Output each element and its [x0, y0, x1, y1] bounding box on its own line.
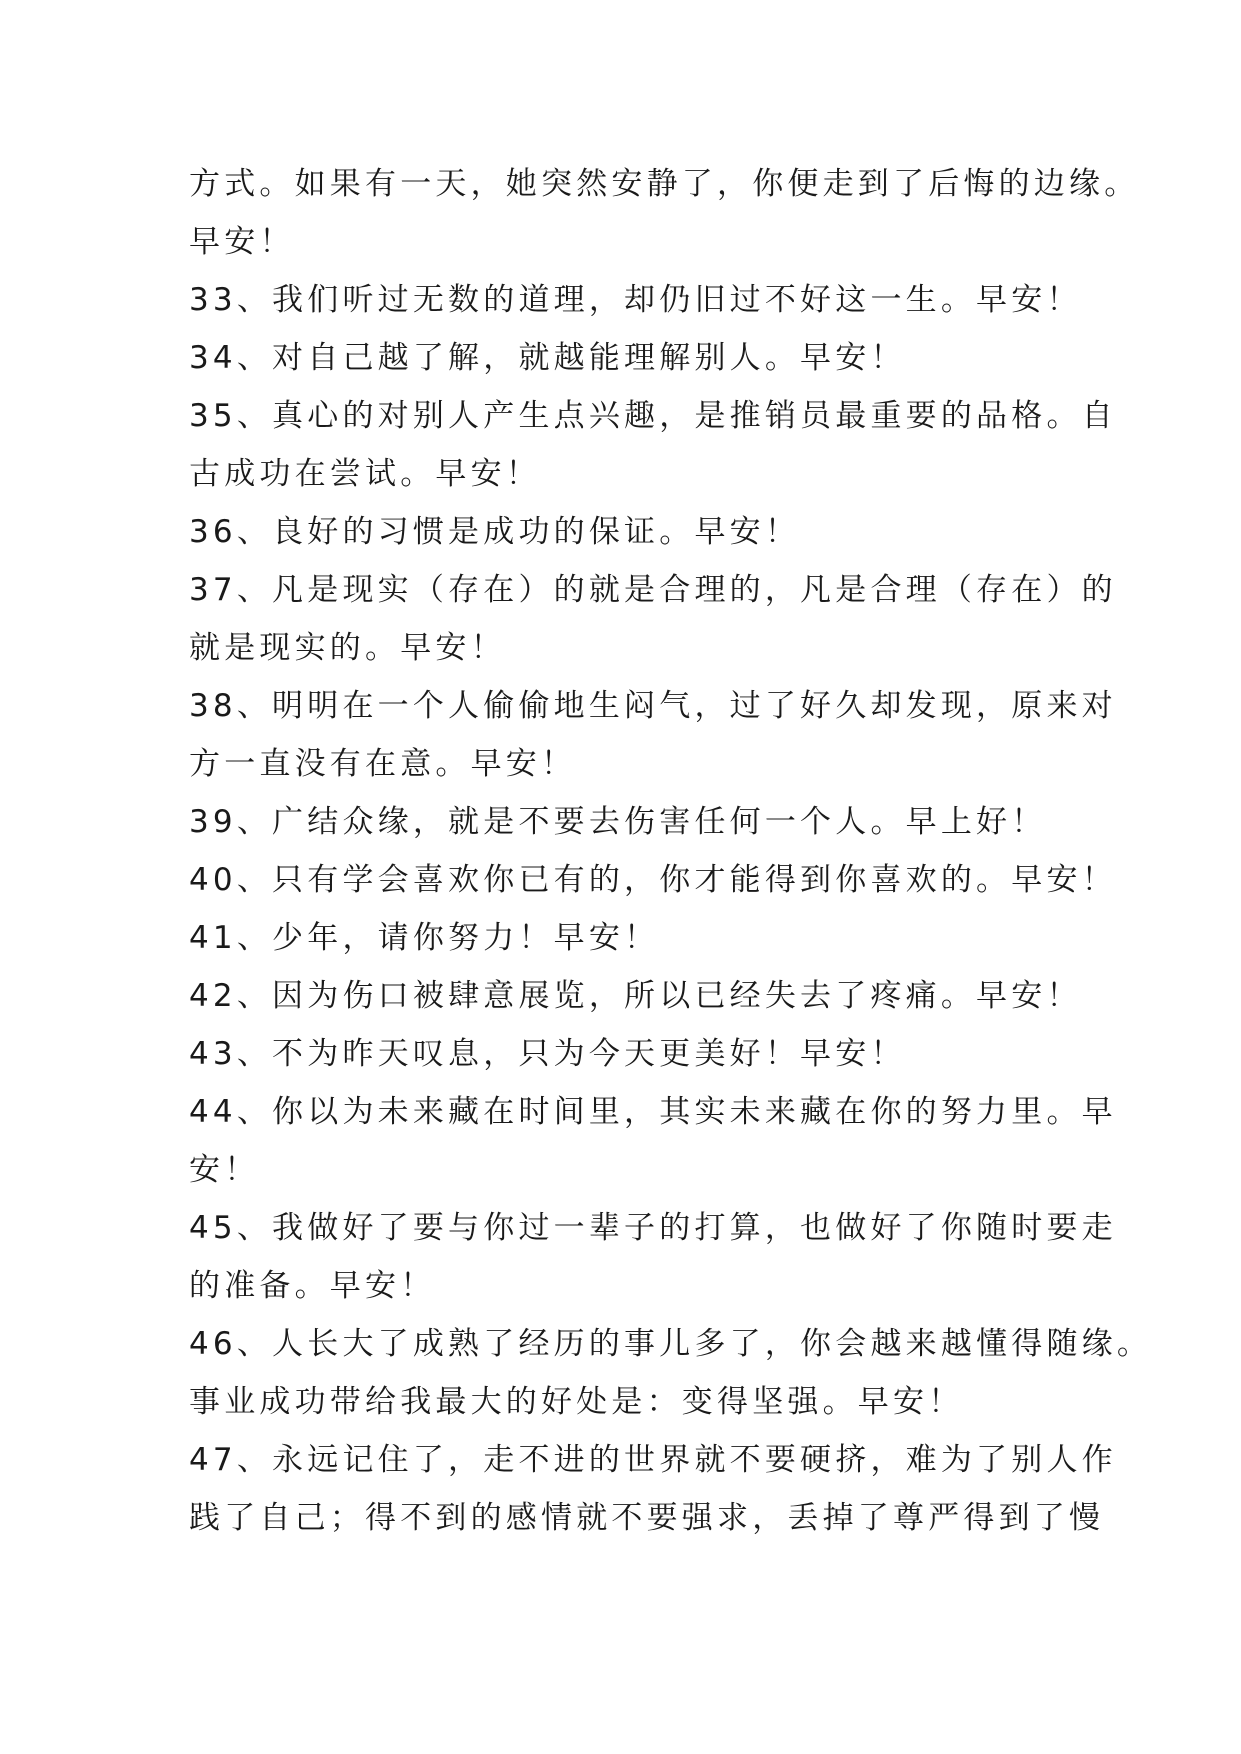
- text-line: 安！: [189, 1152, 260, 1188]
- text-line: 早安！: [189, 224, 295, 260]
- text-line: 39、广结众缘，就是不要去伤害任何一个人。早上好！: [189, 804, 1047, 840]
- text-line: 34、对自己越了解，就越能理解别人。早安！: [189, 340, 906, 376]
- text-line: 践了自己；得不到的感情就不要强求，丢掉了尊严得到了慢: [189, 1500, 1105, 1536]
- text-line: 40、只有学会喜欢你已有的，你才能得到你喜欢的。早安！: [189, 862, 1117, 898]
- text-line: 方一直没有在意。早安！: [189, 746, 577, 782]
- text-line: 46、人长大了成熟了经历的事儿多了，你会越来越懂得随缘。: [189, 1326, 1153, 1362]
- text-line: 就是现实的。早安！: [189, 630, 506, 666]
- text-line: 45、我做好了要与你过一辈子的打算，也做好了你随时要走: [189, 1210, 1117, 1246]
- text-line: 古成功在尝试。早安！: [189, 456, 541, 492]
- text-line: 47、永远记住了，走不进的世界就不要硬挤，难为了别人作: [189, 1442, 1117, 1478]
- text-line: 的准备。早安！: [189, 1268, 436, 1304]
- text-line: 37、凡是现实（存在）的就是合理的，凡是合理（存在）的: [189, 572, 1117, 608]
- text-line: 事业成功带给我最大的好处是：变得坚强。早安！: [189, 1384, 964, 1420]
- text-line: 41、少年，请你努力！早安！: [189, 920, 660, 956]
- text-line: 38、明明在一个人偷偷地生闷气，过了好久却发现，原来对: [189, 688, 1117, 724]
- text-line: 44、你以为未来藏在时间里，其实未来藏在你的努力里。早: [189, 1094, 1117, 1130]
- text-line: 35、真心的对别人产生点兴趣，是推销员最重要的品格。自: [189, 398, 1117, 434]
- text-line: 36、良好的习惯是成功的保证。早安！: [189, 514, 801, 550]
- text-line: 42、因为伤口被肆意展览，所以已经失去了疼痛。早安！: [189, 978, 1082, 1014]
- document-body: [189, 155, 1153, 1547]
- text-line: 方式。如果有一天，她突然安静了，你便走到了后悔的边缘。: [189, 166, 1140, 202]
- text-line: 43、不为昨天叹息，只为今天更美好！早安！: [189, 1036, 906, 1072]
- text-line: 33、我们听过无数的道理，却仍旧过不好这一生。早安！: [189, 282, 1082, 318]
